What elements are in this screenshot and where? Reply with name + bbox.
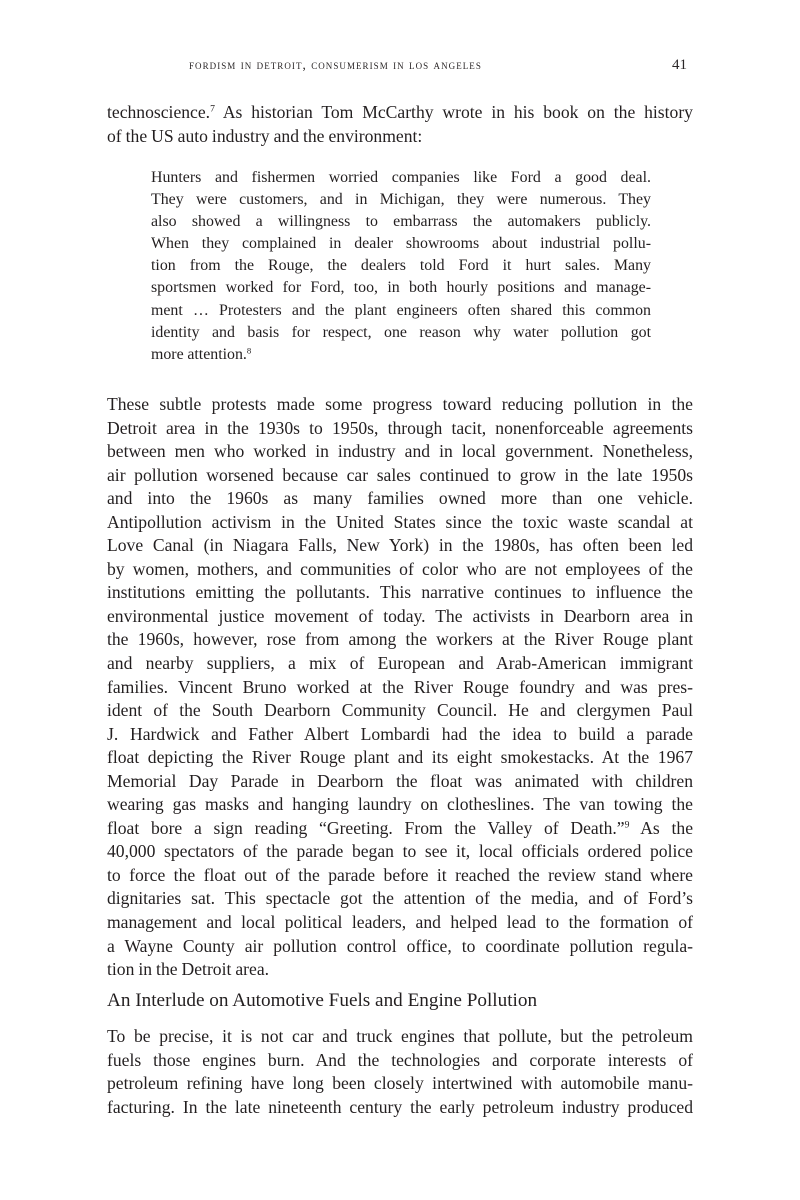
body-paragraph-3	[107, 1025, 693, 1119]
text-line: air pollution worsened because car sales continued to grow in the late 1950s	[107, 464, 693, 485]
footnote-ref[interactable]: 7	[210, 103, 215, 115]
text-line: Memorial Day Parade in Dearborn the float was animated with children	[107, 770, 693, 791]
text-line: 40,000 spectators of the parade began to see it, local officials ordered police	[107, 841, 693, 862]
block-quote	[151, 167, 651, 366]
text-line: These subtle protests made some progress toward reducing pollution in the	[107, 394, 693, 414]
text-line: management and local political leaders, and helped lead to the formation of	[107, 912, 693, 933]
quote-line: Hunters and fishermen worried companies like Ford a good deal.	[151, 169, 651, 186]
page-number: 41	[672, 57, 687, 73]
text-line: fuels those engines burn. And the technologies and corporate interests of	[107, 1049, 693, 1070]
running-header-title: fordism in detroit, consumerism in los angeles	[189, 57, 482, 72]
text-line: and nearby suppliers, a mix of European and Arab-American immigrant	[107, 653, 693, 674]
text-line: a Wayne County air pollution control office, to coordinate pollution regula-	[107, 935, 693, 956]
text-line: to force the float out of the parade before it reached the review stand where	[107, 864, 693, 885]
text-line: float depicting the River Rouge plant and its eight smokestacks. At the 1967	[107, 747, 693, 768]
text-line: Antipollution activism in the United States since the toxic waste scandal at	[107, 511, 693, 532]
quote-line: tion from the Rouge, the dealers told Ford it hurt sales. Many	[151, 257, 651, 275]
text-line: and into the 1960s as many families owned more than one vehicle.	[107, 488, 693, 509]
footnote-ref[interactable]: 8	[246, 345, 252, 356]
text-line: facturing. In the late nineteenth century the early petroleum industry produced	[107, 1096, 693, 1117]
quote-line: sportsmen worked for Ford, too, in both hourly positions and manage-	[151, 279, 651, 297]
text-line: families. Vincent Bruno worked at the River Rouge foundry and was pres-	[107, 676, 693, 697]
quote-line: also showed a willingness to embarrass the automakers publicly.	[151, 213, 651, 231]
text-line: Love Canal (in Niagara Falls, New York) in the 1980s, has often been led	[107, 535, 693, 556]
quote-line: identity and basis for respect, one reason why water pollution got	[151, 323, 651, 341]
text-line: float bore a sign reading “Greeting. From the Valley of Death.”$^9$ As the	[107, 817, 693, 838]
text-line: J. Hardwick and Father Albert Lombardi had the idea to build a parade	[107, 723, 693, 744]
text-line: institutions emitting the pollutants. This narrative continues to influence the	[107, 582, 693, 603]
section-heading: An Interlude on Automotive Fuels and Engine Pollution	[107, 990, 538, 1011]
text-line: To be precise, it is not car and truck engines that pollute, but the petroleum	[107, 1026, 693, 1046]
quote-line: more attention.$^8$	[151, 345, 252, 363]
text-line: dignitaries sat. This spectacle got the attention of the media, and of Ford’s	[107, 888, 693, 909]
intro-paragraph	[107, 101, 693, 148]
running-header	[107, 57, 693, 79]
text-line: by women, mothers, and communities of color who are not employees of the	[107, 558, 693, 579]
text-line: the 1960s, however, rose from among the workers at the River Rouge plant	[107, 629, 693, 650]
text-line: ident of the South Dearborn Community Council. He and clergymen Paul	[107, 700, 693, 721]
text-line: environmental justice movement of today. The activists in Dearborn area in	[107, 605, 693, 626]
quote-line: When they complained in dealer showrooms about industrial pollu-	[151, 235, 651, 253]
text-line: of the US auto industry and the environment:	[107, 125, 423, 146]
quote-line: They were customers, and in Michigan, they were numerous. They	[151, 191, 651, 209]
text-line: between men who worked in industry and in local government. Nonetheless,	[107, 441, 693, 462]
text-line: wearing gas masks and hanging laundry on clotheslines. The van towing the	[107, 794, 693, 815]
text-line: technoscience.$^7$ As historian Tom McCarthy wrote in his book on the history	[107, 102, 693, 122]
text-line: petroleum refining have long been closely intertwined with automobile manu-	[107, 1073, 693, 1094]
footnote-ref[interactable]: 9	[624, 819, 630, 831]
text-line: Detroit area in the 1930s to 1950s, through tacit, nonenforceable agreements	[107, 417, 693, 438]
body-paragraph-2	[107, 393, 693, 982]
text-line: tion in the Detroit area.	[107, 959, 270, 980]
quote-line: ment … Protesters and the plant engineers often shared this common	[151, 301, 651, 319]
